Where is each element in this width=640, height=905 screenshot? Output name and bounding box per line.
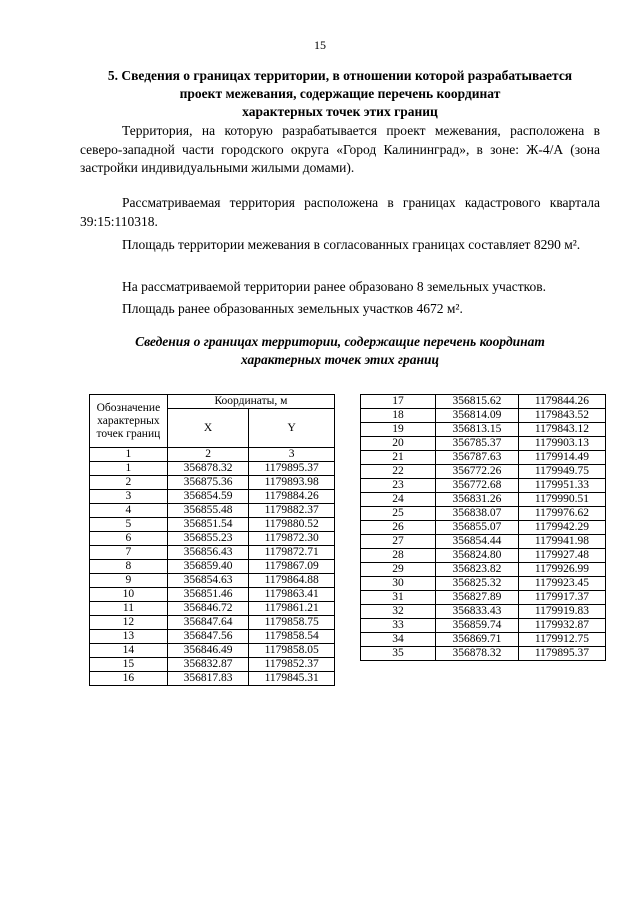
coordinates-table-right [360, 394, 606, 661]
table-row [361, 409, 606, 423]
paragraph-territory: Территория, на которую разрабатывается проект межевания, расположена в северо-западной части городского округа «Город Калининград», в зоне: Ж-4/А (зона застройки индивидуальными жилыми домами). [80, 123, 600, 175]
coord-x: 356846.49 [167, 644, 249, 658]
coord-y: 1179942.29 [518, 521, 605, 535]
point-number: 23 [361, 479, 436, 493]
heading-line-1 [70, 67, 610, 85]
left-table-body [90, 462, 335, 686]
point-number: 14 [90, 644, 168, 658]
coord-x: 356831.26 [435, 493, 518, 507]
point-number: 35 [361, 647, 436, 661]
table-row [90, 476, 335, 490]
point-number: 22 [361, 465, 436, 479]
table-row [361, 535, 606, 549]
subheading-line-2: характерных точек этих границ [240, 352, 440, 367]
point-number: 25 [361, 507, 436, 521]
table-row [361, 423, 606, 437]
point-number: 4 [90, 504, 168, 518]
coord-x: 356854.44 [435, 535, 518, 549]
coord-y: 1179858.54 [249, 630, 335, 644]
coord-x: 356851.54 [167, 518, 249, 532]
coord-y: 1179941.98 [518, 535, 605, 549]
point-number: 20 [361, 437, 436, 451]
coord-x: 356833.43 [435, 605, 518, 619]
coordinates-table-left [89, 394, 335, 686]
coord-y: 1179990.51 [518, 493, 605, 507]
table-row [90, 616, 335, 630]
coord-y: 1179880.52 [249, 518, 335, 532]
coord-x: 356846.72 [167, 602, 249, 616]
table-row [90, 560, 335, 574]
coord-x: 356855.23 [167, 532, 249, 546]
table-row [361, 493, 606, 507]
coord-y: 1179893.98 [249, 476, 335, 490]
point-number: 3 [90, 490, 168, 504]
point-number: 5 [90, 518, 168, 532]
point-number: 9 [90, 574, 168, 588]
table-row [90, 658, 335, 672]
coord-x: 356785.37 [435, 437, 518, 451]
header-y: Y [249, 409, 335, 448]
header-col-num-3: 3 [249, 448, 335, 462]
point-number: 26 [361, 521, 436, 535]
header-coordinates: Координаты, м [167, 395, 334, 409]
coord-x: 356813.15 [435, 423, 518, 437]
coord-x: 356827.89 [435, 591, 518, 605]
coord-x: 356856.43 [167, 546, 249, 560]
point-number: 29 [361, 563, 436, 577]
coord-x: 356859.74 [435, 619, 518, 633]
coord-y: 1179912.75 [518, 633, 605, 647]
header-col-num-2: 2 [167, 448, 249, 462]
table-subheading [80, 333, 600, 369]
coord-y: 1179852.37 [249, 658, 335, 672]
table-row [90, 630, 335, 644]
coord-x: 356878.32 [167, 462, 249, 476]
coord-x: 356878.32 [435, 647, 518, 661]
coord-x: 356772.68 [435, 479, 518, 493]
coord-y: 1179858.05 [249, 644, 335, 658]
table-row [361, 577, 606, 591]
table-row [361, 507, 606, 521]
table-row [90, 644, 335, 658]
coord-y: 1179872.30 [249, 532, 335, 546]
coord-x: 356772.26 [435, 465, 518, 479]
point-number: 19 [361, 423, 436, 437]
point-number: 1 [90, 462, 168, 476]
coord-y: 1179976.62 [518, 507, 605, 521]
coord-x: 356854.63 [167, 574, 249, 588]
point-number: 7 [90, 546, 168, 560]
point-number: 17 [361, 395, 436, 409]
coord-x: 356855.07 [435, 521, 518, 535]
coord-x: 356787.63 [435, 451, 518, 465]
table-row [90, 588, 335, 602]
header-x: X [167, 409, 249, 448]
table-row [90, 602, 335, 616]
coord-y: 1179863.41 [249, 588, 335, 602]
table-row [361, 591, 606, 605]
paragraph-parcels-count: На рассматриваемой территории ранее образовано 8 земельных участков. [122, 279, 547, 294]
coord-y: 1179923.45 [518, 577, 605, 591]
table-row [361, 395, 606, 409]
coord-y: 1179843.52 [518, 409, 605, 423]
coord-y: 1179884.26 [249, 490, 335, 504]
coord-x: 356817.83 [167, 672, 249, 686]
coord-x: 356838.07 [435, 507, 518, 521]
point-number: 32 [361, 605, 436, 619]
coord-x: 356855.48 [167, 504, 249, 518]
table-row [361, 451, 606, 465]
coord-x: 356854.59 [167, 490, 249, 504]
point-number: 11 [90, 602, 168, 616]
point-number: 28 [361, 549, 436, 563]
point-number: 2 [90, 476, 168, 490]
table-row [90, 504, 335, 518]
point-number: 30 [361, 577, 436, 591]
point-number: 33 [361, 619, 436, 633]
table-row [361, 465, 606, 479]
coord-y: 1179844.26 [518, 395, 605, 409]
table-row [90, 546, 335, 560]
coord-x: 356851.46 [167, 588, 249, 602]
heading-text-1: . Сведения о границах территории, в отношении которой разрабатывается [114, 68, 573, 83]
heading-line-2: проект межевания, содержащие перечень координат [179, 86, 501, 101]
paragraph-parcels-area: Площадь ранее образованных земельных участков 4672 м². [122, 301, 463, 316]
coord-y: 1179845.31 [249, 672, 335, 686]
point-number: 16 [90, 672, 168, 686]
paragraph-area: Площадь территории межевания в согласованных границах составляет 8290 м². [122, 237, 581, 252]
coord-x: 356847.56 [167, 630, 249, 644]
point-number: 10 [90, 588, 168, 602]
table-row [90, 490, 335, 504]
point-number: 21 [361, 451, 436, 465]
table-row [90, 574, 335, 588]
coord-x: 356815.62 [435, 395, 518, 409]
table-row [361, 619, 606, 633]
point-number: 6 [90, 532, 168, 546]
point-number: 31 [361, 591, 436, 605]
coord-y: 1179926.99 [518, 563, 605, 577]
coord-x: 356825.32 [435, 577, 518, 591]
table-row [361, 549, 606, 563]
table-row [361, 521, 606, 535]
coord-y: 1179927.48 [518, 549, 605, 563]
header-col-num-1: 1 [90, 448, 168, 462]
point-number: 18 [361, 409, 436, 423]
coord-y: 1179895.37 [249, 462, 335, 476]
subheading-line-1: Сведения о границах территории, содержащие перечень координат [135, 334, 545, 349]
coord-y: 1179903.13 [518, 437, 605, 451]
coord-y: 1179872.71 [249, 546, 335, 560]
coord-x: 356823.82 [435, 563, 518, 577]
table-row [361, 563, 606, 577]
coord-y: 1179919.83 [518, 605, 605, 619]
coord-y: 1179864.88 [249, 574, 335, 588]
table-row [90, 532, 335, 546]
coord-x: 356869.71 [435, 633, 518, 647]
coord-x: 356824.80 [435, 549, 518, 563]
right-table-body [361, 395, 606, 661]
point-number: 15 [90, 658, 168, 672]
point-number: 34 [361, 633, 436, 647]
table-row [361, 479, 606, 493]
coord-y: 1179895.37 [518, 647, 605, 661]
point-number: 8 [90, 560, 168, 574]
table-row [90, 518, 335, 532]
table-row [90, 462, 335, 476]
table-row [361, 633, 606, 647]
point-number: 13 [90, 630, 168, 644]
point-number: 27 [361, 535, 436, 549]
heading-line-3: характерных точек этих границ [242, 104, 438, 119]
paragraph-cadastral: Рассматриваемая территория расположена в границах кадастрового квартала 39:15:110318. [80, 195, 600, 229]
table-row [361, 437, 606, 451]
coord-y: 1179932.87 [518, 619, 605, 633]
table-row [90, 672, 335, 686]
section-heading [70, 67, 610, 121]
coord-y: 1179861.21 [249, 602, 335, 616]
point-number: 24 [361, 493, 436, 507]
coord-y: 1179858.75 [249, 616, 335, 630]
heading-number: 5 [107, 68, 115, 83]
coord-x: 356875.36 [167, 476, 249, 490]
point-number: 12 [90, 616, 168, 630]
coord-y: 1179867.09 [249, 560, 335, 574]
coord-y: 1179917.37 [518, 591, 605, 605]
page-number: 15 [314, 38, 326, 52]
coord-y: 1179914.49 [518, 451, 605, 465]
coord-x: 356814.09 [435, 409, 518, 423]
coord-y: 1179843.12 [518, 423, 605, 437]
table-row [361, 605, 606, 619]
header-designation: Обозначение характерных точек границ [90, 395, 168, 448]
coord-y: 1179951.33 [518, 479, 605, 493]
coord-x: 356832.87 [167, 658, 249, 672]
coord-x: 356847.64 [167, 616, 249, 630]
table-row [361, 647, 606, 661]
coord-y: 1179882.37 [249, 504, 335, 518]
coord-x: 356859.40 [167, 560, 249, 574]
coord-y: 1179949.75 [518, 465, 605, 479]
